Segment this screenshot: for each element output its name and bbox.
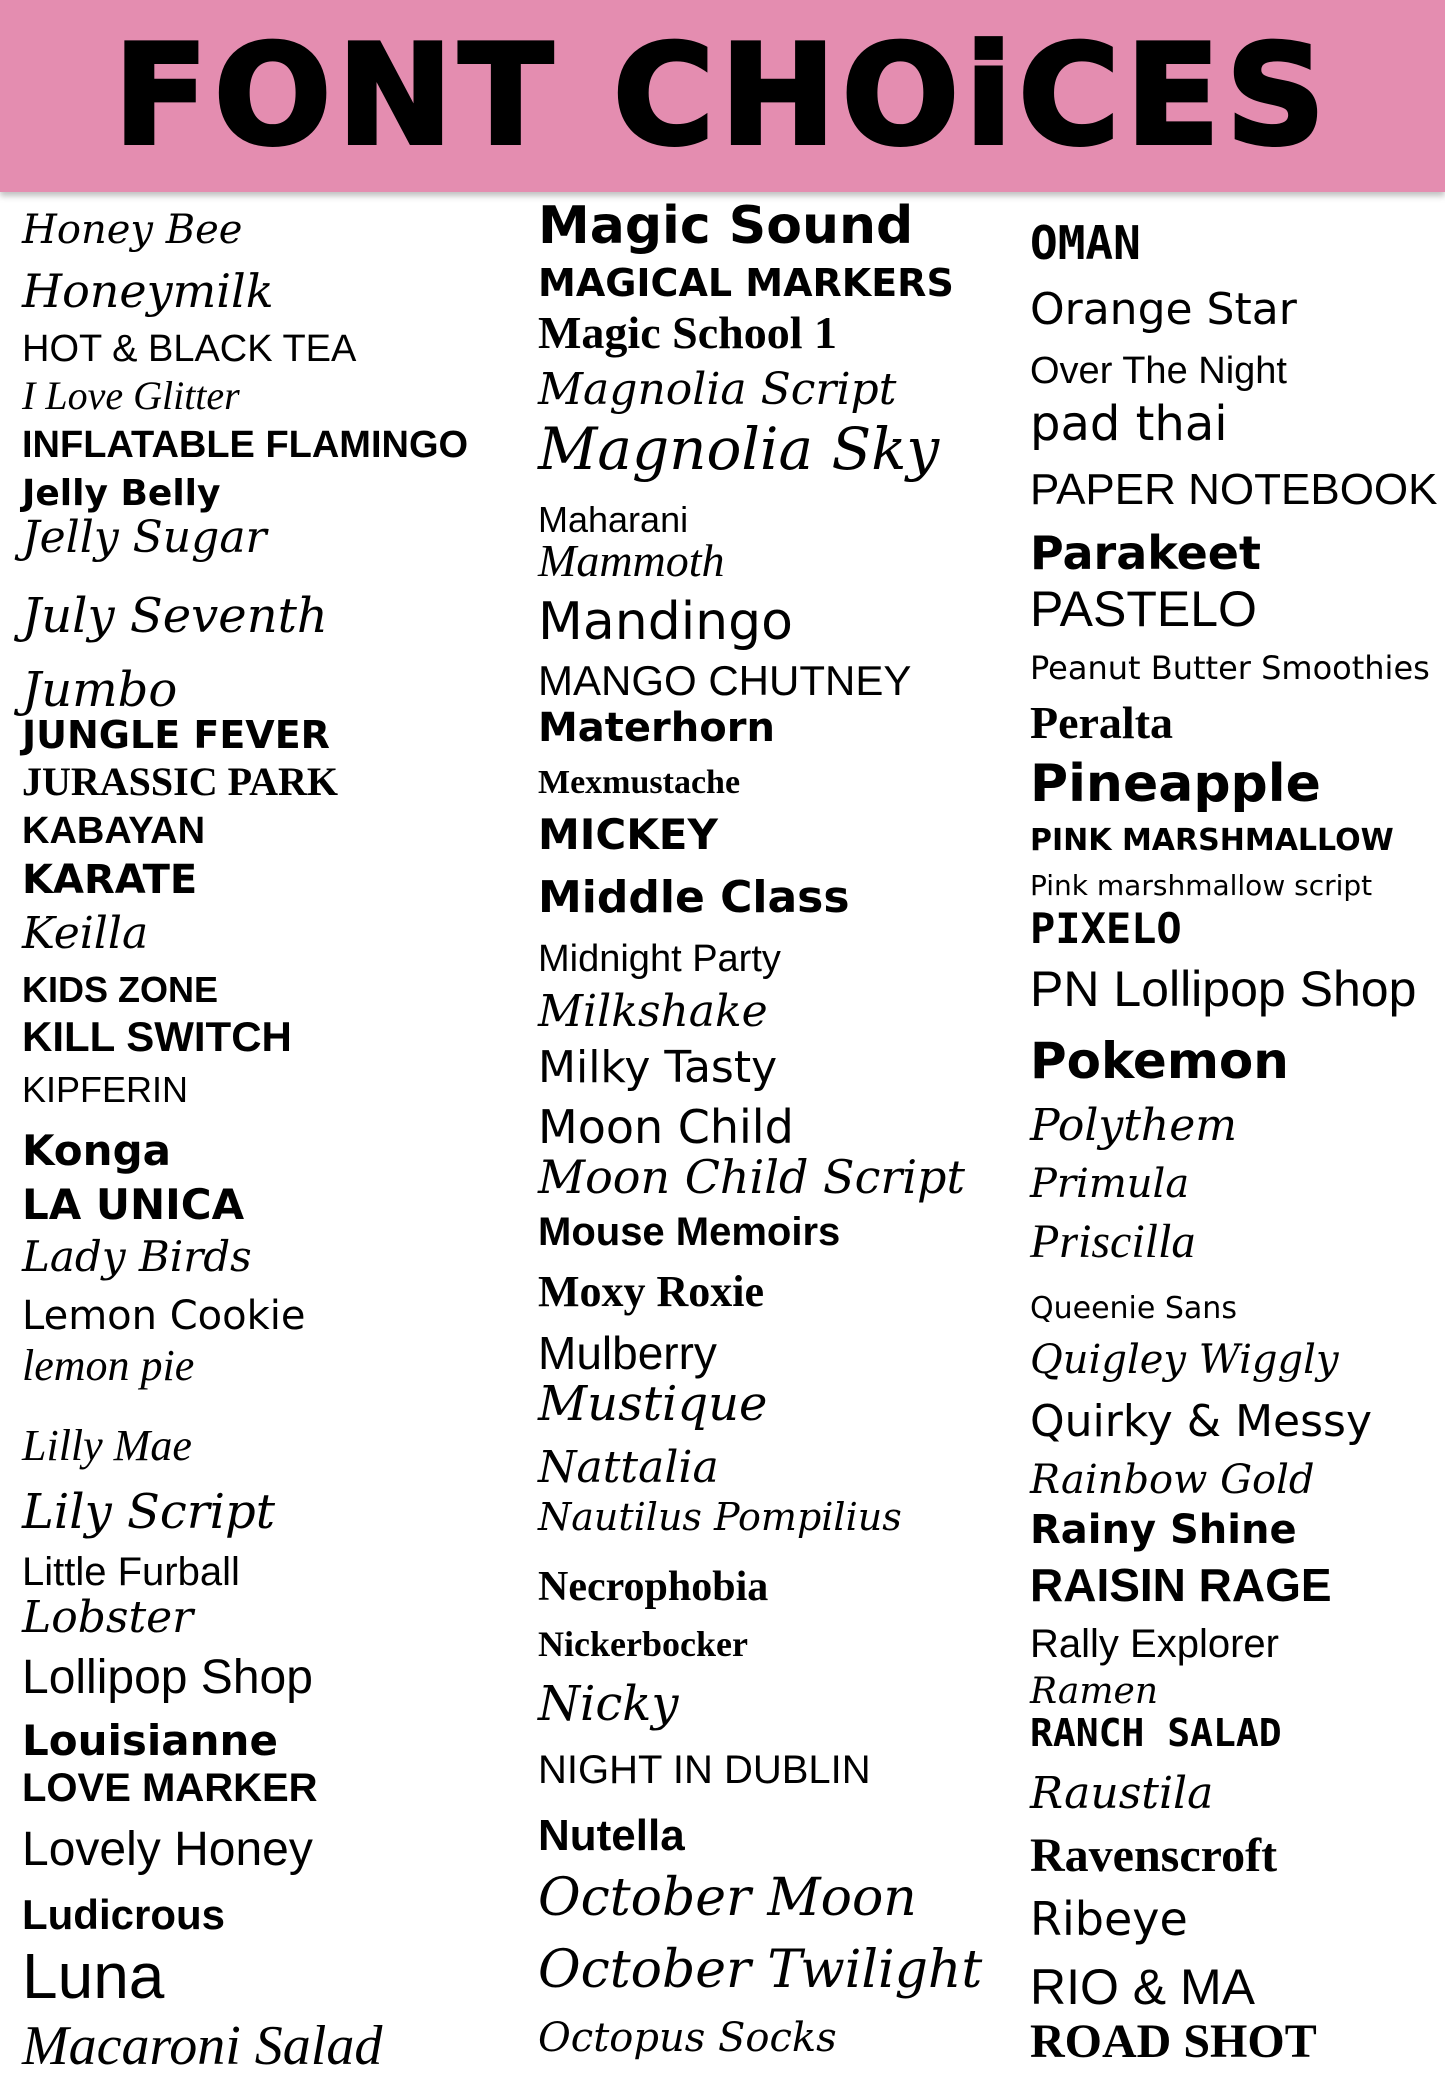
font-sample-materhorn: Materhorn [538,705,775,751]
font-sample-moxy-roxie: Moxy Roxie [538,1267,765,1316]
font-sample-keilla: Keilla [22,908,149,959]
font-sample-pink-marshmallow-script: Pink marshmallow script [1030,869,1373,902]
font-sample-mouse-memoirs: Mouse Memoirs [538,1210,841,1254]
font-sample-maharani: Maharani [538,499,689,540]
font-sample-moon-child: Moon Child [538,1100,794,1154]
font-sample-magic-school-1: Magic School 1 [538,307,837,358]
font-sample-honeymilk: Honeymilk [22,264,274,318]
font-sample-mammoth: Mammoth [538,535,725,586]
font-sample-peralta: Peralta [1030,697,1174,748]
font-sample-jungle-fever: JUNGLE FEVER [22,713,330,757]
font-sample-kill-switch: KILL SWITCH [22,1013,292,1060]
font-sample-quigley-wiggly: Quigley Wiggly [1030,1337,1339,1383]
font-sample-lovely-honey: Lovely Honey [22,1823,313,1876]
font-sample-octopus-socks: Octopus Socks [538,2015,837,2061]
font-sample-queenie-sans: Queenie Sans [1030,1291,1237,1326]
font-sample-hot-black-tea: HOT & BLACK TEA [22,328,357,370]
font-sample-magnolia-script: Magnolia Script [538,364,897,415]
font-sample-i-love-glitter: I Love Glitter [22,373,240,418]
header-banner [0,0,1445,192]
font-sample-pn-lollipop-shop: PN Lollipop Shop [1030,961,1417,1017]
font-sample-nutella: Nutella [538,1811,685,1860]
font-sample-oman: OMAN [1030,216,1141,270]
page-title: FONT CHOiCES [113,15,1332,176]
font-sample-la-unica: LA UNICA [22,1180,245,1229]
font-sample-little-furball: Little Furball [22,1550,240,1594]
font-sample-road-shot: ROAD SHOT [1030,2015,1317,2068]
font-sample-kabayan: KABAYAN [22,810,206,852]
font-sample-ranch-salad: RANCH SALAD [1030,1711,1282,1755]
font-sample-jumbo: Jumbo [22,662,178,718]
font-sample-mandingo: Mandingo [538,592,793,652]
font-sample-primula: Primula [1030,1161,1190,1207]
font-sample-over-the-night: Over The Night [1030,350,1287,392]
font-sample-konga: Konga [22,1126,171,1175]
font-sample-milky-tasty: Milky Tasty [538,1042,778,1093]
font-sample-night-in-dublin: NIGHT IN DUBLIN [538,1748,871,1792]
font-sample-macaroni-salad: Macaroni Salad [22,2015,383,2077]
font-sample-polythem: Polythem [1030,1100,1238,1151]
font-sample-honey-bee: Honey Bee [22,207,243,253]
font-sample-ravenscroft: Ravenscroft [1030,1829,1278,1882]
font-sample-raisin-rage: RAISIN RAGE [1030,1559,1332,1611]
font-sample-jelly-belly: Jelly Belly [22,473,221,514]
font-sample-mustique: Mustique [538,1376,768,1432]
font-sample-midnight-party: Midnight Party [538,938,781,980]
font-sample-quirky-messy: Quirky & Messy [1030,1396,1372,1447]
font-sample-mexmustache: Mexmustache [538,764,741,801]
font-sample-lemon-cookie: Lemon Cookie [22,1293,306,1339]
font-sample-luna: Luna [22,1940,165,2012]
font-sample-parakeet: Parakeet [1030,526,1261,580]
font-sample-july-seventh: July Seventh [22,588,328,644]
font-sample-mulberry: Mulberry [538,1327,717,1379]
font-sample-magnolia-sky: Magnolia Sky [538,415,940,483]
font-sample-rainy-shine: Rainy Shine [1030,1507,1297,1553]
font-sample-october-moon: October Moon [538,1868,917,1928]
font-sample-jurassic-park: JURASSIC PARK [22,759,338,804]
font-sample-pokemon: Pokemon [1030,1032,1289,1090]
font-sample-magic-sound: Magic Sound [538,196,914,256]
font-sample-nautilus-pompilius: Nautilus Pompilius [538,1495,902,1539]
font-sample-love-marker: LOVE MARKER [22,1766,318,1810]
font-sample-magical-markers: MAGICAL MARKERS [538,261,954,305]
font-sample-peanut-butter-smoothies: Peanut Butter Smoothies [1030,649,1430,687]
font-sample-pineapple: Pineapple [1030,754,1321,814]
font-sample-october-twilight: October Twilight [538,1940,983,2000]
font-sample-pastelo: PASTELO [1030,581,1257,637]
font-sample-paper-notebook: PAPER NOTEBOOK [1030,465,1438,514]
font-sample-inflatable-flamingo: INFLATABLE FLAMINGO [22,424,469,466]
font-sample-kipferin: KIPFERIN [22,1069,189,1110]
font-sample-mickey: MICKEY [538,810,718,859]
font-sample-lollipop-shop: Lollipop Shop [22,1651,313,1704]
font-sample-karate: KARATE [22,857,198,903]
font-sample-rally-explorer: Rally Explorer [1030,1622,1279,1666]
font-sample-ribeye: Ribeye [1030,1892,1188,1946]
font-sample-lilly-mae: Lilly Mae [22,1421,192,1470]
font-sample-rio-ma: RIO & MA [1030,1959,1256,2015]
font-sample-orange-star: Orange Star [1030,284,1297,335]
font-sample-mango-chutney: MANGO CHUTNEY [538,657,912,704]
font-sample-rainbow-gold: Rainbow Gold [1030,1457,1315,1503]
font-sample-necrophobia: Necrophobia [538,1564,769,1610]
font-sample-nickerbocker: Nickerbocker [538,1624,748,1664]
font-sample-ludicrous: Ludicrous [22,1891,226,1938]
font-sample-lemon-pie: lemon pie [22,1341,195,1390]
font-sample-pixelo: PIXELO [1030,904,1182,953]
font-sample-louisianne: Louisianne [22,1716,278,1765]
font-sample-raustila: Raustila [1030,1768,1214,1819]
font-sample-lily-script: Lily Script [22,1484,276,1540]
font-sample-ramen: Ramen [1030,1671,1159,1712]
font-sample-moon-child-script: Moon Child Script [538,1150,965,1204]
font-sample-priscilla: Priscilla [1030,1215,1196,1268]
font-sample-pink-marshmallow: PINK MARSHMALLOW [1030,823,1394,858]
font-sample-jelly-sugar: Jelly Sugar [22,512,267,563]
font-sample-nicky: Nicky [538,1676,679,1732]
font-sample-lady-birds: Lady Birds [22,1232,252,1281]
font-sample-nattalia: Nattalia [538,1442,719,1493]
font-sample-milkshake: Milkshake [538,986,768,1037]
font-sample-lobster: Lobster [22,1592,194,1643]
font-sample-pad-thai: pad thai [1030,396,1228,452]
font-sample-kids-zone: KIDS ZONE [22,969,219,1010]
font-sample-middle-class: Middle Class [538,872,850,923]
